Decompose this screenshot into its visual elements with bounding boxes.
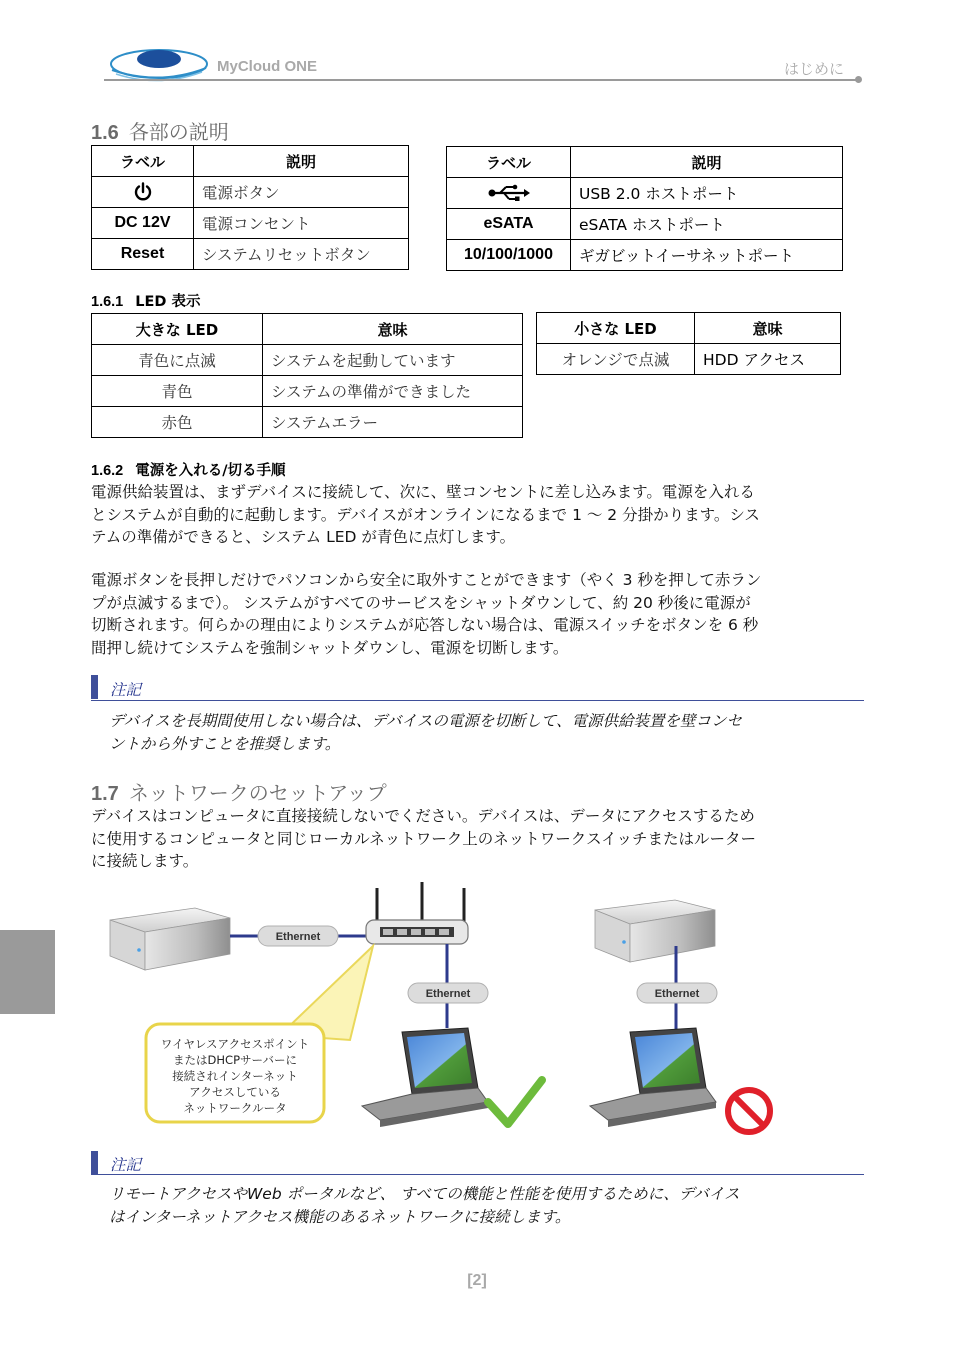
- table-row: [447, 240, 843, 271]
- table-cell-desc: 電源コンセント: [194, 208, 409, 239]
- note-rule: [91, 1174, 864, 1175]
- paragraph-line: デバイスはコンピュータに直接接続しないでください。デバイスは、データにアクセスするため: [91, 807, 755, 825]
- note-line-text: ントから外すことを推奨します。: [109, 734, 341, 753]
- table-cell-meaning: システムを起動しています: [263, 345, 523, 376]
- router-device: [366, 882, 468, 944]
- chapter-title: はじめに: [783, 60, 844, 78]
- table-cell-meaning: システムエラー: [263, 407, 523, 438]
- section-number: 1.6.1: [91, 294, 124, 310]
- note-body: [109, 710, 849, 755]
- table-row: [447, 209, 843, 240]
- table-cell-desc: ギガビットイーサネットポート: [571, 240, 843, 271]
- table-header: 大きな LED: [92, 314, 263, 345]
- table-row: [92, 239, 409, 270]
- table-cell-desc: システムリセットボタン: [194, 239, 409, 270]
- table-header: 小さな LED: [537, 313, 695, 344]
- note-rule: [91, 700, 864, 701]
- table-cell-state: 赤色: [92, 407, 263, 438]
- table-cell-label: eSATA: [447, 209, 571, 240]
- note-marker: [91, 675, 98, 699]
- section-heading-1-7: [91, 777, 387, 806]
- laptop-computer: [362, 1028, 488, 1127]
- nas-device-right: [595, 900, 715, 962]
- paragraph-line: とシステムが自動的に起動します。デバイスがオンラインになるまで 1 〜 2 分掛かります。シス: [91, 505, 760, 524]
- table-cell-meaning: HDD アクセス: [695, 344, 841, 375]
- header-rule: [104, 79, 860, 81]
- table-cell-label: 10/100/1000: [447, 240, 571, 271]
- note-title: 注記: [110, 681, 142, 699]
- paragraph-power-off: [91, 569, 859, 660]
- note-marker: [91, 1151, 98, 1175]
- table-cell-label: [447, 178, 571, 209]
- note-line-text: リモートアクセスやWeb ポータルなど、 すべての機能と性能を使用するために、デバイス: [109, 1185, 740, 1203]
- table-header: 意味: [695, 313, 841, 344]
- paragraph-network: [91, 805, 859, 873]
- laptop-computer: [590, 1028, 716, 1127]
- section-title: ネットワークのセットアップ: [128, 781, 387, 805]
- header-rule-dot: [855, 76, 862, 83]
- network-diagram: [100, 880, 880, 1140]
- table-cell-state: オレンジで点滅: [537, 344, 695, 375]
- table-row: [92, 376, 523, 407]
- small-led-table: [536, 312, 841, 375]
- paragraph-power-on: [91, 481, 859, 549]
- product-name: MyCloud ONE: [217, 58, 317, 75]
- table-header: 意味: [263, 314, 523, 345]
- paragraph-line: 間押し続けてシステムを強制シャットダウンし、電源を切断します。: [91, 639, 569, 658]
- callout-line: アクセスしている: [189, 1085, 281, 1099]
- table-cell-label: Reset: [92, 239, 194, 270]
- section-number: 1.7: [91, 783, 119, 805]
- callout-line: またはDHCPサーバーに: [173, 1053, 297, 1067]
- table-header: ラベル: [92, 146, 194, 177]
- parts-table-right: [446, 146, 843, 271]
- table-cell-state: 青色: [92, 376, 263, 407]
- table-row: [92, 208, 409, 239]
- table-cell-state: 青色に点滅: [92, 345, 263, 376]
- callout-line: 接続されインターネット: [172, 1069, 298, 1083]
- ethernet-tag: [408, 983, 488, 1003]
- note-line-text: はインターネットアクセス機能のあるネットワークに接続します。: [109, 1207, 571, 1226]
- table-cell-desc: 電源ボタン: [194, 177, 409, 208]
- parts-table-left: [91, 145, 409, 270]
- paragraph-line: プが点滅するまで）。 システムがすべてのサービスをシャットダウンして、約 20 秒後に電源が: [91, 593, 751, 612]
- table-cell-meaning: システムの準備ができました: [263, 376, 523, 407]
- ethernet-label: Ethernet: [425, 988, 471, 1000]
- note-title: 注記: [110, 1156, 142, 1174]
- check-icon: [488, 1080, 542, 1124]
- paragraph-line: に接続します。: [91, 852, 199, 871]
- table-row: [92, 177, 409, 208]
- callout-line: ネットワークルータ: [183, 1101, 287, 1115]
- usb-icon: [488, 184, 530, 202]
- table-header: 説明: [194, 146, 409, 177]
- ethernet-label: Ethernet: [654, 988, 700, 1000]
- table-cell-desc: eSATA ホストポート: [571, 209, 843, 240]
- table-row: [92, 345, 523, 376]
- table-cell-label: DC 12V: [92, 208, 194, 239]
- callout-line: ワイヤレスアクセスポイント: [160, 1037, 310, 1051]
- note-body: [109, 1183, 849, 1228]
- ethernet-tag: [637, 983, 717, 1003]
- ethernet-label: Ethernet: [275, 931, 321, 943]
- router-callout: [146, 1024, 324, 1122]
- note-line-text: デバイスを長期間使用しない場合は、デバイスの電源を切断して、電源供給装置を壁コンセ: [109, 712, 743, 730]
- table-row: [92, 407, 523, 438]
- section-number: 1.6.2: [91, 463, 124, 479]
- big-led-table: [91, 313, 523, 438]
- table-header: 説明: [571, 147, 843, 178]
- table-cell-desc: USB 2.0 ホストポート: [571, 178, 843, 209]
- section-number: 1.6: [91, 122, 119, 144]
- section-heading-1-6-1: [91, 290, 200, 311]
- nas-device-left: [110, 908, 230, 970]
- table-row: [447, 178, 843, 209]
- ethernet-tag: [258, 926, 338, 946]
- table-cell-label: [92, 177, 194, 208]
- paragraph-line: テムの準備ができると、システム LED が青色に点灯します。: [91, 528, 516, 547]
- side-tab: [0, 930, 55, 1014]
- page-number: [2]: [467, 1272, 487, 1289]
- section-heading-1-6-2: [91, 459, 286, 480]
- section-heading-1-6: [91, 116, 229, 145]
- paragraph-line: 電源供給装置は、まずデバイスに接続して、次に、壁コンセントに差し込みます。電源を入れる: [91, 483, 755, 501]
- section-title: 各部の説明: [128, 120, 229, 144]
- prohibited-icon: [728, 1090, 770, 1132]
- paragraph-line: 切断されます。何らかの理由によりシステムが応答しない場合は、電源スイッチをボタンを 6 秒: [91, 616, 759, 635]
- table-row: [537, 344, 841, 375]
- section-title: LED 表示: [135, 294, 201, 310]
- power-icon: [133, 183, 153, 201]
- table-header: ラベル: [447, 147, 571, 178]
- section-title: 電源を入れる/切る手順: [135, 463, 286, 479]
- paragraph-line: 電源ボタンを長押しだけでパソコンから安全に取外すことができます（やく 3 秒を押して赤ラン: [91, 571, 762, 589]
- paragraph-line: に使用するコンピュータと同じローカルネットワーク上のネットワークスイッチまたはルーター: [91, 829, 756, 848]
